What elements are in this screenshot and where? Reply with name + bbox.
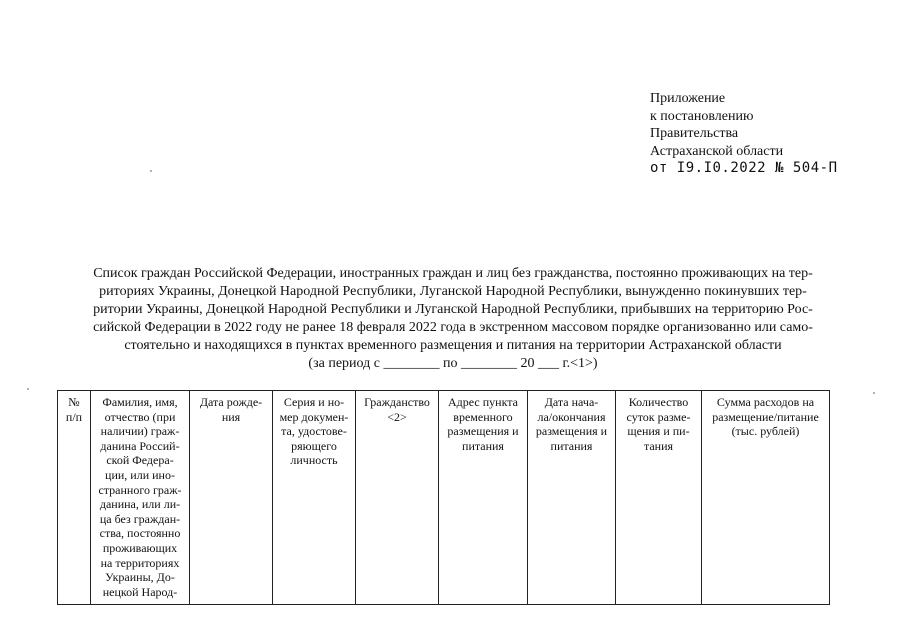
header-line: данина Россий-: [100, 438, 180, 453]
header-line: проживающих: [102, 540, 178, 555]
header-line: Дата рожде-: [199, 395, 263, 409]
header-line: Фамилия, имя,: [102, 395, 178, 409]
table-header-row: [58, 391, 830, 605]
header-line: ской Федера-: [106, 453, 174, 468]
header-line: ства, постоянно: [99, 526, 181, 541]
header-line: Сумма расходов на: [716, 395, 815, 409]
header-citizenship: [356, 391, 439, 605]
header-line: ла/окончания: [537, 409, 606, 424]
header-line: питания: [462, 438, 504, 453]
header-days-count: [616, 391, 702, 605]
header-line: та, удостове-: [281, 424, 347, 439]
header-accommodation-address: [439, 391, 528, 605]
header-line: п/п: [65, 409, 83, 424]
header-line: ции, или ино-: [105, 467, 175, 482]
header-line: отчество (при: [104, 409, 176, 424]
header-line: странного граж-: [98, 482, 182, 497]
header-line: Адрес пункта: [448, 395, 518, 409]
header-line: ряющего: [291, 438, 337, 453]
header-line: Украины, До-: [105, 570, 175, 585]
title-line: ритории Украины, Донецкой Народной Республики и Луганской Народной Республики, прибывших на территорию Рос-: [93, 302, 813, 317]
header-line: Гражданство: [364, 395, 430, 409]
header-line: размещения и: [535, 424, 608, 439]
scan-speck: [27, 388, 29, 390]
header-line: тания: [643, 438, 674, 453]
citizens-table: [57, 390, 830, 605]
header-line: размещение/питание: [712, 409, 819, 424]
title-line: риториях Украины, Донецкой Народной Республики, Луганской Народной Республики, вынужденно покинувших тер-: [99, 284, 807, 299]
scan-speck: [150, 170, 152, 172]
appendix-line: к постановлению: [650, 108, 754, 124]
header-full-name: [91, 391, 190, 605]
header-line: Дата нача-: [544, 395, 599, 409]
header-line: личность: [290, 453, 338, 468]
header-line: питания: [550, 438, 593, 453]
header-id-document: [273, 391, 356, 605]
title-line: сийской Федерации в 2022 году не ранее 18 февраля 2022 года в экстренном массовом порядке организованно или само-: [93, 320, 813, 335]
header-line: №: [68, 395, 80, 409]
header-line: размещения и: [447, 424, 519, 439]
reporting-period: (за период с ________ по ________ 20 ___ г.<1>): [308, 356, 598, 371]
header-line: временного: [453, 409, 513, 424]
appendix-line: Правительства: [650, 126, 739, 141]
appendix-line: Приложение: [650, 91, 726, 106]
header-birth-date: [190, 391, 273, 605]
header-line: Серия и но-: [283, 395, 345, 409]
header-start-end-date: [528, 391, 616, 605]
scan-speck: [873, 392, 875, 394]
appendix-line: Астраханской области: [650, 143, 784, 159]
header-line: суток разме-: [626, 409, 691, 424]
header-line: на территориях: [100, 555, 180, 570]
header-line: Количество: [628, 395, 689, 409]
document-title: [58, 265, 848, 373]
header-line: щения и пи-: [627, 424, 690, 439]
title-line: Список граждан Российской Федерации, иностранных граждан и лиц без гражданства, постоянно проживающих на тер-: [93, 266, 813, 281]
header-line: <2>: [387, 409, 407, 424]
header-line: наличии) граж-: [100, 424, 180, 439]
header-expense-sum: [702, 391, 830, 605]
header-row-number: [58, 391, 91, 605]
resolution-date-number: от I9.I0.2022 № 504-П: [650, 160, 838, 176]
header-line: нецкой Народ-: [102, 584, 178, 599]
header-line: (тыс. рублей): [731, 424, 800, 439]
header-line: мер докумен-: [279, 409, 349, 424]
title-line: стоятельно и находящихся в пунктах временного размещения и питания на территории Астраханской области: [124, 338, 782, 353]
appendix-block: [650, 90, 838, 178]
header-line: ца без граждан-: [99, 511, 181, 526]
header-line: ния: [221, 409, 241, 424]
header-line: данина, или ли-: [99, 497, 181, 512]
